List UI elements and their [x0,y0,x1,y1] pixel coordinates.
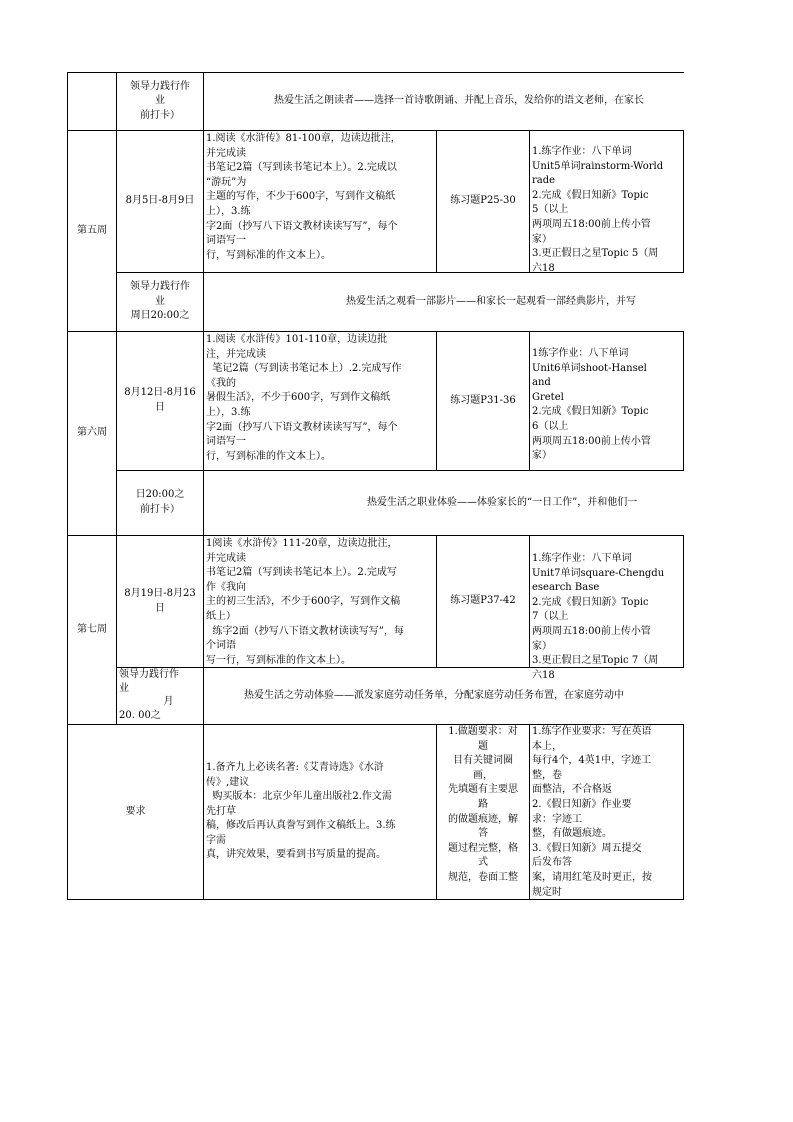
activity-text: 热爱生活之观看一部影片——和家长一起观看一部经典影片，并写 [346,295,636,307]
english-homework: 1.练字作业：八下单词 Unit7单词square-Chengdu esearch Base 2.完成《假日知新》Topic 7（以上 两项周五18:00前上传小管 家） 3.更正假日之星Topic 7（周 六18 [532,553,665,681]
english-homework: 1.练字作业：八下单词 Unit5单词rainstorm-World rade 2.完成《假日知新》Topic 5（以上 两项周五18:00前上传小管 家） 3.更正假日之星Topic 5（周 六18 [532,146,664,274]
chinese-homework: 1阅读《水浒传》111-20章，边读边批注， 并完成读 书笔记2篇（写到读书笔记本上）。2.完成写 作《我向 主的初三生活》，不少于600字，写到作文稿 纸上） 练字2面（抄写八下语文教材读读写写”，每 个词语 写一行，写到标准的作文本上）。 [206,538,404,666]
grid-line [683,331,684,471]
math-homework: 练习题P37-42 [450,595,516,607]
grid-line [529,724,530,900]
requirements-label: 要求 [125,805,146,817]
date-range: 8月19日-8月23 日 [124,587,196,614]
requirements-english: 1.练字作业要求：写在英语 本上， 每行4个，4英1中，字迹工 整，卷 面整洁，不合格返 2.《假日知新》作业要 求：字迹工 整，有做题痕迹。 3.《假日知新》周五提交 后发布答 案，请用红笔及时更正，按 规定时 [532,726,652,898]
leadership-label: 领导力践行作 业 周日20:00之 [130,281,190,322]
grid-line [203,72,204,900]
grid-line [529,535,530,668]
week-label: 第七周 [77,623,107,635]
grid-line [529,331,530,471]
week-label: 第五周 [77,224,107,236]
english-homework: 1练字作业：八下单词 Unit6单词shoot-Hansel and Gretel 2.完成《假日知新》Topic 6（以上 两项周五18:00前上传小管 家） [532,348,651,462]
leadership-label: 领导力践行作 业 月 20. 00之 [119,669,179,721]
grid-line [683,724,684,900]
chinese-homework: 1.阅读《水浒传》101-110章，边读边批 注，并完成读 笔记2篇（写到读书笔记本上）.2.完成写作 《我的 暑假生活》，不少于600字，写到作文稿纸 上），3.练 字2面（抄写八下语文教材读读写写”，每个 词语写一 行，写到标准的作文本上）。 [206,334,402,462]
grid-line [683,535,684,668]
activity-text: 热爱生活之朗读者——选择一首诗歌朗诵、并配上音乐，发给你的语文老师，在家长 [274,95,644,107]
chinese-homework: 1.阅读《水浒传》81-100章，边读边批注， 并完成读 书笔记2篇（写到读书笔记本上）。2.完成以 “游玩”为 主题的写作，不少于600字，写到作文稿纸 上），3.练 字2面（抄写八下语文教材读读写写”，每个 词语写一 行，写到标准的作文本上）。 [206,133,401,261]
math-homework: 练习题P31-36 [450,394,516,406]
grid-line [529,130,530,273]
leadership-label: 日20:00之 前打卡） [135,489,185,515]
activity-text: 热爱生活之职业体验——体验家长的“一日工作”，并和他们一 [367,496,638,508]
date-range: 8月5日-8月9日 [125,195,195,207]
requirements-math: 1.做题要求：对 题 目有关键词圈 画， 先填题有主要思 路 的做题痕迹，解 答 题过程完整，格 式 规范，卷面工整 [448,726,518,883]
grid-line [683,130,684,273]
math-homework: 练习题P25-30 [450,195,516,207]
grid-line [67,899,684,900]
activity-text: 热爱生活之劳动体验——派发家庭劳动任务单，分配家庭劳动任务布置，在家庭劳动中 [244,689,624,701]
requirements-chinese: 1.备齐九上必读名著:《艾青诗选》《水浒 传》,建议 购买版本：北京少年儿童出版社2.作文需 先打草 稿，修改后再认真誊写到作文稿纸上。3.练 字需 真，讲究效果，要看到书写质量的提高。 [206,761,396,861]
date-range: 8月12日-8月16 日 [124,387,196,413]
leadership-label: 领导力践行作 业 前打卡） [130,80,190,121]
week-label: 第六周 [77,427,107,439]
